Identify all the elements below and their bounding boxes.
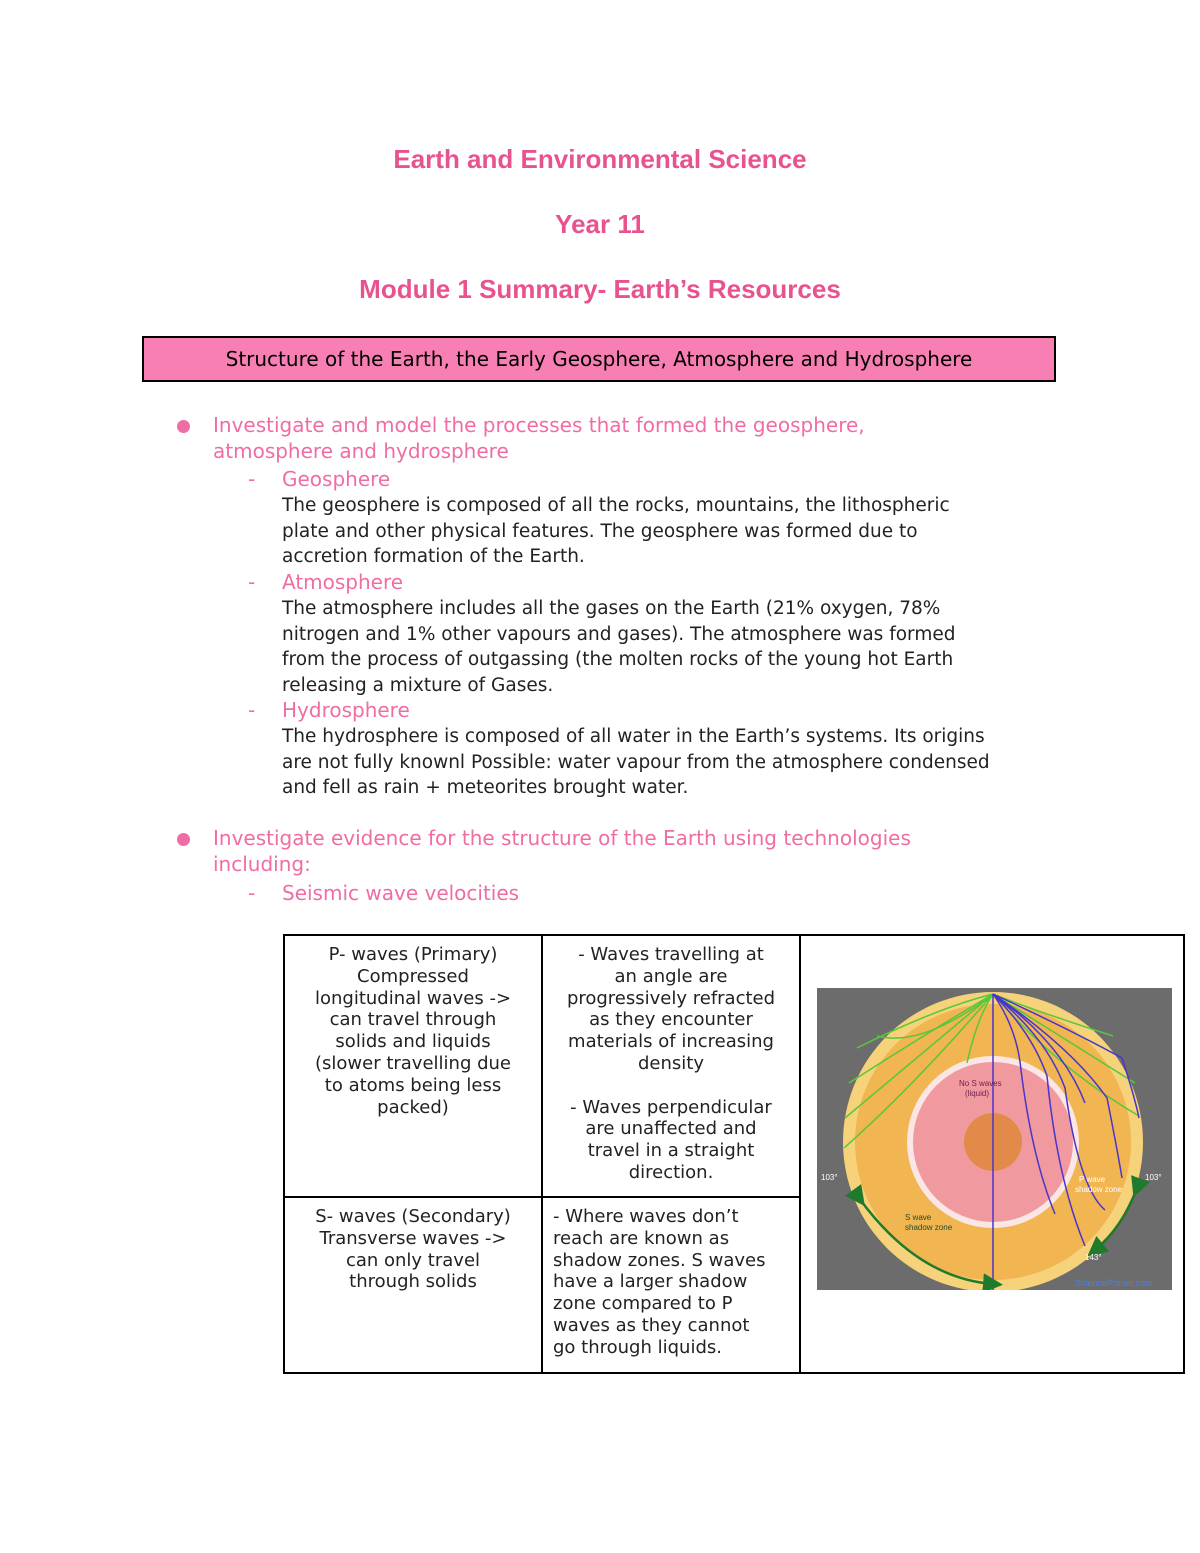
- atmosphere-text: The atmosphere includes all the gases on the Earth (21% oxygen, 78% nitrogen and 1% other vapours and gases). The atmosphere was formed from the process of outgassing (the molten rocks of the young hot Earth releasing a mixture of Gases.: [282, 598, 956, 697]
- p-zone-label-1: P wave: [1079, 1175, 1106, 1184]
- document-title: Earth and Environmental Science: [393, 144, 807, 174]
- atmosphere-heading: Atmosphere: [282, 570, 404, 594]
- bullet-dot-icon: [177, 833, 190, 846]
- dash-marker: -: [248, 881, 256, 905]
- angle-103-right: 103°: [1145, 1173, 1162, 1182]
- p-waves-cell: P- waves (Primary) Compressed longitudinal waves -> can travel through solids and liquids (slower travelling due to atoms being less packed): [284, 935, 542, 1197]
- module-title: Module 1 Summary- Earth’s Resources: [359, 274, 841, 304]
- geosphere-heading: Geosphere: [282, 467, 391, 491]
- shadow-zone-cell: - Where waves don’t reach are known as shadow zones. S waves have a larger shadow zone compared to P waves as they cannot go through liquids.: [542, 1197, 800, 1373]
- hydrosphere-heading: Hydrosphere: [282, 698, 410, 722]
- bullet2-line2: including:: [213, 852, 311, 876]
- year-label: Year 11: [555, 209, 645, 239]
- dash-marker: -: [248, 570, 256, 594]
- earth-seismic-figure: [817, 988, 1172, 1290]
- bullet2-line1: Investigate evidence for the structure of the Earth using technologies: [213, 826, 911, 850]
- bullet1-line2: atmosphere and hydrosphere: [213, 439, 509, 463]
- seismic-heading: Seismic wave velocities: [282, 881, 520, 905]
- p-zone-label-2: shadow zone: [1075, 1185, 1123, 1194]
- hydrosphere-text: The hydrosphere is composed of all water in the Earth’s systems. Its origins are not fully knownl Possible: water vapour from the atmosphere condensed and fell as rain + meteorites brought water.: [282, 726, 990, 799]
- s-waves-cell: S- waves (Secondary) Transverse waves -> can only travel through solids: [284, 1197, 542, 1373]
- no-s-label: No S waves: [959, 1079, 1002, 1088]
- geosphere-text: The geosphere is composed of all the rocks, mountains, the lithospheric plate and other physical features. The geosphere was formed due to accretion formation of the Earth.: [282, 495, 950, 568]
- angle-143: 143°: [1085, 1253, 1102, 1262]
- dash-marker: -: [248, 467, 256, 491]
- dash-marker: -: [248, 698, 256, 722]
- s-zone-label-1: S wave: [905, 1213, 932, 1222]
- s-zone-label-2: shadow zone: [905, 1223, 953, 1232]
- bullet1-line1: Investigate and model the processes that formed the geosphere,: [213, 413, 865, 437]
- section-banner: Structure of the Earth, the Early Geosphere, Atmosphere and Hydrosphere: [142, 336, 1056, 382]
- figure-credit: SciencePrimer.com: [1075, 1278, 1153, 1288]
- bullet-dot-icon: [177, 420, 190, 433]
- p-waves-behaviour-cell: - Waves travelling at an angle are progressively refracted as they encounter materials of increasing density - Waves perpendicular are unaffected and travel in a straight direction.: [542, 935, 800, 1197]
- liquid-label: (liquid): [965, 1089, 990, 1098]
- angle-103-left: 103°: [821, 1173, 838, 1182]
